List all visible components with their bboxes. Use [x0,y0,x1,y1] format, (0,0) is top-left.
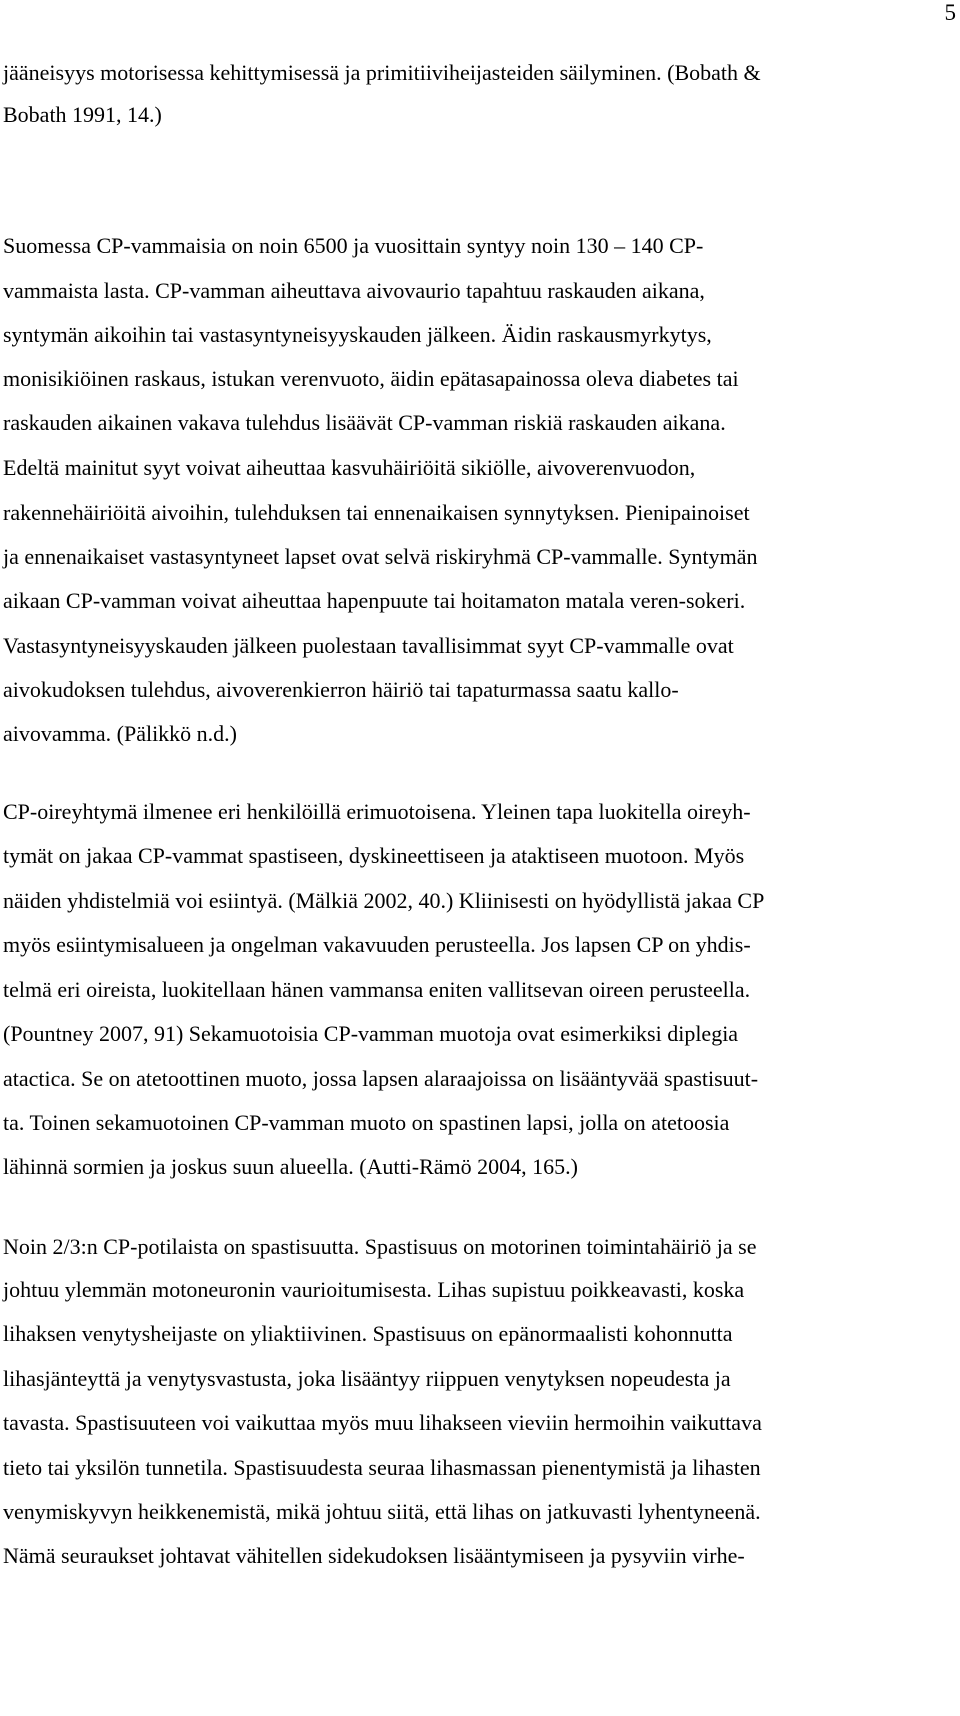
text-line: jääneisyys motorisessa kehittymisessä ja primitiiviheijasteiden säilyminen. (Bobath & [3,60,761,85]
text-line: lihasjänteyttä ja venytysvastusta, joka lisääntyy riippuen venytyksen nopeudesta ja [3,1366,731,1391]
text-line: raskauden aikainen vakava tulehdus lisäävät CP-vamman riskiä raskauden aikana. [3,410,726,435]
text-line: näiden yhdistelmiä voi esiintyä. (Mälkiä 2002, 40.) Kliinisesti on hyödyllistä jakaa CP [3,888,765,913]
text-line: Nämä seuraukset johtavat vähitellen sidekudoksen lisääntymiseen ja pysyviin virhe- [3,1543,745,1568]
text-line: monisikiöinen raskaus, istukan verenvuoto, äidin epätasapainossa oleva diabetes tai [3,366,739,391]
text-line: Bobath 1991, 14.) [3,102,162,127]
text-line: Noin 2/3:n CP-potilaista on spastisuutta. Spastisuus on motorinen toimintahäiriö ja se [3,1234,757,1259]
text-line: tymät on jakaa CP-vammat spastiseen, dyskineettiseen ja ataktiseen muotoon. Myös [3,843,745,868]
text-line: atactica. Se on atetoottinen muoto, jossa lapsen alaraajoissa on lisääntyvää spastisuut- [3,1066,759,1091]
text-line: Suomessa CP-vammaisia on noin 6500 ja vuosittain syntyy noin 130 – 140 CP- [3,233,704,258]
text-line: johtuu ylemmän motoneuronin vaurioitumisesta. Lihas supistuu poikkeavasti, koska [3,1277,745,1302]
text-line: ta. Toinen sekamuotoinen CP-vamman muoto on spastinen lapsi, jolla on atetoosia [3,1110,730,1135]
text-line: Edeltä mainitut syyt voivat aiheuttaa kasvuhäiriöitä sikiölle, aivoverenvuodon, [3,455,696,480]
text-line: CP-oireyhtymä ilmenee eri henkilöillä erimuotoisena. Yleinen tapa luokitella oireyh- [3,799,751,824]
text-line: myös esiintymisalueen ja ongelman vakavuuden perusteella. Jos lapsen CP on yhdis- [3,932,751,957]
text-line: lihaksen venytysheijaste on yliaktiivinen. Spastisuus on epänormaalisti kohonnutta [3,1321,733,1346]
text-line: tieto tai yksilön tunnetila. Spastisuudesta seuraa lihasmassan pienentymistä ja lihasten [3,1455,761,1480]
text-line: Vastasyntyneisyyskauden jälkeen puolestaan tavallisimmat syyt CP-vammalle ovat [3,633,734,658]
text-line: rakennehäiriöitä aivoihin, tulehduksen tai ennenaikaisen synnytyksen. Pienipainoiset [3,500,750,525]
text-line: tavasta. Spastisuuteen voi vaikuttaa myös muu lihakseen vieviin hermoihin vaikuttava [3,1410,762,1435]
text-line: aivokudoksen tulehdus, aivoverenkierron häiriö tai tapaturmassa saatu kallo- [3,677,679,702]
text-line: aivovamma. (Pälikkö n.d.) [3,721,238,746]
page-number: 5 [944,0,956,25]
text-line: (Pountney 2007, 91) Sekamuotoisia CP-vamman muotoja ovat esimerkiksi diplegia [3,1021,739,1046]
text-line: telmä eri oireista, luokitellaan hänen vammansa eniten vallitsevan oireen perusteella. [3,977,751,1002]
text-line: aikaan CP-vamman voivat aiheuttaa hapenpuute tai hoitamaton matala veren-sokeri. [3,588,746,613]
text-line: syntymän aikoihin tai vastasyntyneisyyskauden jälkeen. Äidin raskausmyrkytys, [3,322,712,347]
text-line: venymiskyvyn heikkenemistä, mikä johtuu siitä, että lihas on jatkuvasti lyhentyneenä. [3,1499,761,1524]
text-line: lähinnä sormien ja joskus suun alueella. (Autti-Rämö 2004, 165.) [3,1154,578,1179]
text-line: vammaista lasta. CP-vamman aiheuttava aivovaurio tapahtuu raskauden aikana, [3,278,705,303]
text-line: ja ennenaikaiset vastasyntyneet lapset ovat selvä riskiryhmä CP-vammalle. Syntymän [3,544,758,569]
